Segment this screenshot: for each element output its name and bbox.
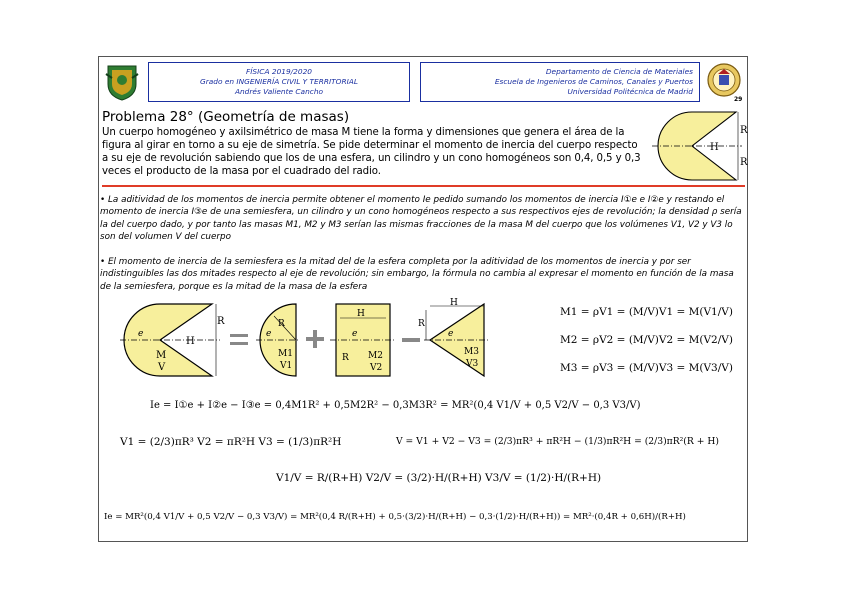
department-line-1: Departamento de Ciencia de Materiales — [545, 67, 693, 76]
fig-label-r-top: R — [740, 125, 748, 136]
ratios-equation: V1/V = R/(R+H) V2/V = (3/2)·H/(R+H) V3/V = (1/2)·H/(R+H) — [276, 472, 602, 484]
cyl-label-r: R — [342, 353, 349, 363]
cone-label-e: e — [448, 329, 454, 339]
course-line-1: FÍSICA 2019/2020 — [246, 67, 312, 76]
decomp-label-r: R — [217, 316, 225, 327]
hemi-label-r: R — [278, 319, 285, 329]
page-number: 29 — [734, 96, 743, 103]
statement-figure — [652, 108, 746, 184]
hemi-label-v1: V1 — [280, 361, 293, 371]
decomposition-figure — [120, 296, 550, 382]
department-line-2: Escuela de Ingenieros de Caminos, Canales y Puertos — [494, 77, 693, 86]
department-header-box — [420, 62, 700, 102]
mass-equations — [560, 298, 733, 382]
cyl-label-m2: M2 — [368, 351, 383, 361]
section-divider — [102, 185, 745, 187]
bullet-additivity: • La aditividad de los momentos de inercia permite obtener el momento Ie pedido sumando los momentos de inercia I①e e I②e y restando el momento de inercia I③e de una semiesfera, un cilindro y un cono homogéneos respecto a sus respectivos ejes de revolución; la densidad ρ sería la del cuerpo dado, y por tanto las masas M1, M2 y M3 serían las mismas fracciones de la masa M del cuerpo que los volúmenes V1, V2 y V3 lo son del volumen V del cuerpo — [100, 195, 742, 243]
decomp-label-v: V — [158, 362, 166, 373]
fig-label-r-bottom: R — [740, 157, 748, 168]
decomp-label-m: M — [156, 350, 167, 361]
mass-equation-2: M2 = ρV2 = (M/V)V2 = M(V2/V) — [560, 334, 733, 346]
page-header — [100, 58, 746, 105]
mass-equation-1: M1 = ρV1 = (M/V)V1 = M(V1/V) — [560, 306, 733, 318]
result-equation: Ie = MR²(0,4 V1/V + 0,5 V2/V − 0,3 V3/V) = MR²(0,4 R/(R+H) + 0,5·(3/2)·H/(R+H) − 0,3·(1/2)·H/(R+H)) = MR²·(0,4R + 0,6H)/(R+H) — [104, 512, 686, 522]
total-volume-equation: V = V1 + V2 − V3 = (2/3)πR³ + πR²H − (1/3)πR²H = (2/3)πR²(R + H) — [396, 436, 719, 447]
bullet-hemisphere: • El momento de inercia de la semiesfera es la mitad del de la esfera completa por la aditividad de los momentos de inercia y por ser indistinguibles las dos mitades respecto al eje de revolución; sin embargo, la fórmula no cambia al expresar el momento en función de la masa de la semiesfera, porque es la mitad de la masa de la esfera — [100, 257, 734, 292]
inertia-sum-equation: Ie = I①e + I②e − I③e = 0,4M1R² + 0,5M2R² − 0,3M3R² = MR²(0,4 V1/V + 0,5 V2/V − 0,3 V3/V) — [150, 400, 641, 411]
cyl-label-h: H — [357, 309, 365, 319]
course-line-3: Andrés Valiente Cancho — [234, 87, 324, 96]
cone-label-v3: V3 — [466, 359, 479, 369]
cone-label-m3: M3 — [464, 347, 479, 357]
course-header-box — [148, 62, 410, 102]
hemi-label-e: e — [266, 329, 272, 339]
hemi-label-m1: M1 — [278, 349, 293, 359]
fig-label-h: H — [710, 142, 719, 153]
school-crest-icon — [104, 62, 140, 102]
problem-statement: Un cuerpo homogéneo y axilsimétrico de masa M tiene la forma y dimensiones que genera el área de la figura al girar en torno a su eje de simetría. Se pide determinar el momento de inercia del cuerpo respecto a su eje de revolución sabiendo que los de una esfera, un cilindro y un cono homogéneos son 0,4, 0,5 y 0,3 veces el producto de la masa por el cuadrado del radio. — [102, 127, 641, 177]
cyl-label-v2: V2 — [370, 363, 383, 373]
cone-label-h: H — [450, 298, 458, 308]
cone-label-r: R — [418, 319, 425, 329]
volumes-equation: V1 = (2/3)πR³ V2 = πR²H V3 = (1/3)πR²H — [120, 436, 342, 448]
mass-equation-3: M3 = ρV3 = (M/V)V3 = M(V3/V) — [560, 362, 733, 374]
course-line-2: Grado en INGENIERÍA CIVIL Y TERRITORIAL — [199, 77, 358, 86]
department-line-3: Universidad Politécnica de Madrid — [567, 87, 693, 96]
cyl-label-e: e — [352, 329, 358, 339]
decomp-label-e: e — [138, 329, 144, 339]
decomp-label-h: H — [186, 336, 195, 347]
problem-title: Problema 28° (Geometría de masas) — [102, 109, 350, 125]
